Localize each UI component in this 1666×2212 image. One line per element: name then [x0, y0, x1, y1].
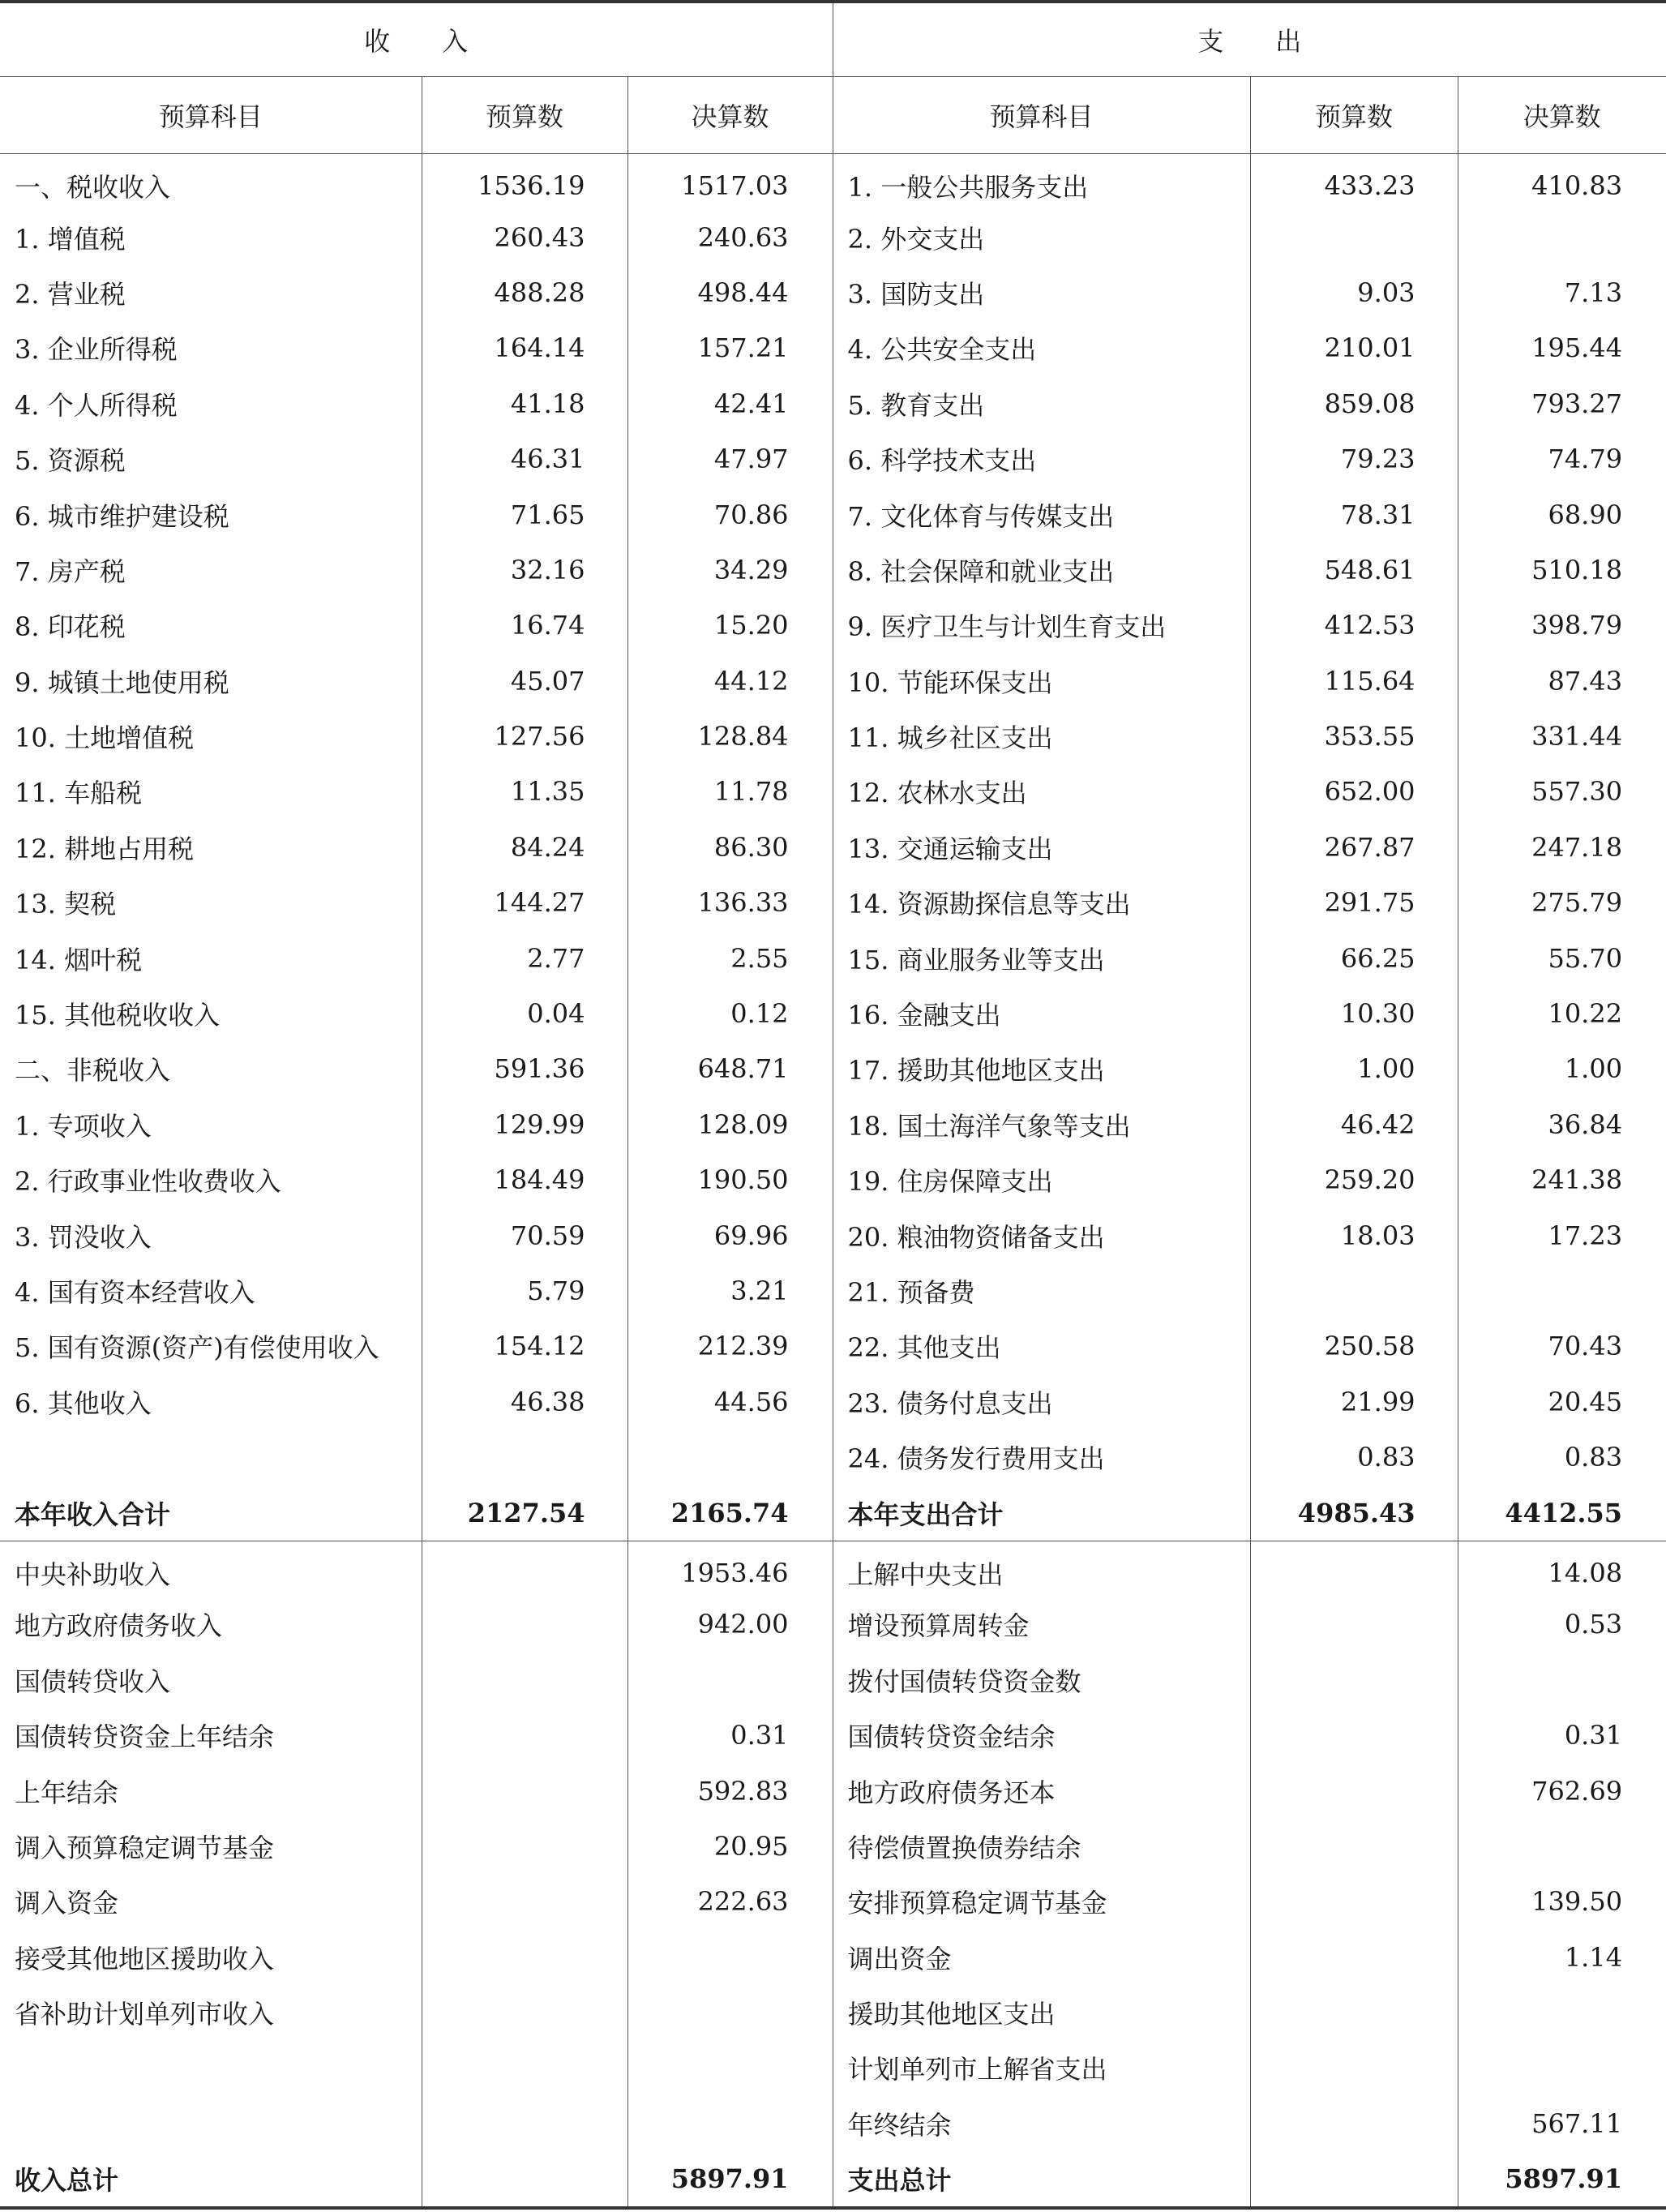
income-item-final: 1953.46: [627, 1541, 833, 1597]
income-item-label: [0, 2096, 422, 2151]
income-item-final: 20.95: [627, 1819, 833, 1874]
expense-item-label: 国债转贷资金结余: [833, 1708, 1250, 1763]
subtotal-row: [0, 1485, 1666, 1541]
expense-item-label: 安排预算稳定调节基金: [833, 1874, 1250, 1929]
expense-item-label: 24. 债务发行费用支出: [833, 1430, 1250, 1485]
income-item-budget: 46.31: [422, 431, 627, 487]
table-row: [0, 764, 1666, 819]
income-item-budget: 164.14: [422, 320, 627, 375]
expense-item-budget: 9.03: [1250, 265, 1458, 320]
expense-item-label: 17. 援助其他地区支出: [833, 1041, 1250, 1096]
income-total-label: 收入总计: [0, 2151, 422, 2208]
income-item-label: 地方政府债务收入: [0, 1597, 422, 1652]
expense-item-budget: [1250, 2096, 1458, 2151]
expense-item-final: 14.08: [1548, 1557, 1623, 1588]
expense-item-budget: 1.00: [1250, 1041, 1458, 1096]
table-body-main: [0, 154, 1666, 1485]
expense-item-final: 10.22: [1548, 998, 1623, 1030]
table-row: [0, 986, 1666, 1041]
expense-item-budget: 210.01: [1250, 320, 1458, 375]
expense-item-label: 计划单列市上解省支出: [833, 2040, 1250, 2095]
income-item-label: 6. 其他收入: [0, 1374, 422, 1430]
income-item-budget: [422, 1708, 627, 1763]
income-item-budget: [422, 1653, 627, 1708]
income-item-final: 2.55: [627, 930, 833, 985]
expense-item-budget: [1250, 1819, 1458, 1874]
expense-item-label: 地方政府债务还本: [833, 1763, 1250, 1818]
expense-item-final: 331.44: [1531, 721, 1623, 752]
expense-item-label: 10. 节能环保支出: [833, 654, 1250, 709]
income-subtotal-label: 本年收入合计: [0, 1485, 422, 1541]
income-item-final: 44.56: [627, 1374, 833, 1430]
table-body-transfers: [0, 1541, 1666, 2151]
expense-item-label: 2. 外交支出: [833, 209, 1250, 264]
expense-item-final: 55.70: [1548, 942, 1623, 974]
income-item-label: 11. 车船税: [0, 764, 422, 819]
expense-item-final: 247.18: [1531, 831, 1623, 863]
expense-item-label: 拨付国债转贷资金数: [833, 1653, 1250, 1708]
expense-item-budget: 21.99: [1250, 1374, 1458, 1430]
expense-item-budget: [1250, 1763, 1458, 1818]
expense-item-budget: 433.23: [1250, 154, 1458, 210]
expense-item-budget: [1250, 1708, 1458, 1763]
expense-item-final: 398.79: [1531, 610, 1623, 641]
income-item-label: 4. 个人所得税: [0, 376, 422, 431]
income-item-label: 5. 国有资源(资产)有偿使用收入: [0, 1318, 422, 1374]
income-item-label: 中央补助收入: [0, 1541, 422, 1597]
table-row: [0, 1152, 1666, 1207]
expense-item-final: 510.18: [1531, 554, 1623, 585]
expense-item-budget: [1250, 1653, 1458, 1708]
income-item-final: [627, 1653, 833, 1708]
expense-subtotal-final: 4412.55: [1458, 1485, 1666, 1541]
expense-item-budget: [1250, 1985, 1458, 2040]
income-item-final: 34.29: [627, 542, 833, 598]
expense-item-final: 195.44: [1531, 332, 1623, 364]
expense-item-budget: 78.31: [1250, 487, 1458, 542]
expense-item-budget: 18.03: [1250, 1207, 1458, 1262]
income-section-title: 收 入: [0, 2, 833, 77]
table-row: [0, 1763, 1666, 1818]
income-item-final: [627, 1985, 833, 2040]
income-item-budget: [422, 1541, 627, 1597]
income-item-budget: [422, 1874, 627, 1929]
income-budget-header: 预算数: [422, 77, 627, 154]
income-item-final: 86.30: [627, 820, 833, 875]
income-item-final: 240.63: [627, 209, 833, 264]
table-subtotal: [0, 1485, 1666, 1541]
income-item-final: 157.21: [627, 320, 833, 375]
expense-item-final: 1.14: [1564, 1941, 1623, 1973]
expense-item-budget: 115.64: [1250, 654, 1458, 709]
table-row: [0, 1985, 1666, 2040]
income-item-budget: 84.24: [422, 820, 627, 875]
table-row: [0, 2096, 1666, 2151]
expense-item-final: 17.23: [1548, 1220, 1623, 1251]
table-row: [0, 1541, 1666, 1597]
income-final-header: 决算数: [627, 77, 833, 154]
income-item-final: 47.97: [627, 431, 833, 487]
income-item-label: 13. 契税: [0, 875, 422, 930]
income-item-final: 592.83: [627, 1763, 833, 1818]
expense-item-final: 0.83: [1564, 1442, 1623, 1473]
income-item-label: 上年结余: [0, 1763, 422, 1818]
income-item-final: 942.00: [627, 1597, 833, 1652]
table-header: [0, 2, 1666, 154]
income-item-final: [627, 1930, 833, 1985]
table-row: [0, 1708, 1666, 1763]
income-item-label: 2. 行政事业性收费收入: [0, 1152, 422, 1207]
income-item-label: 1. 增值税: [0, 209, 422, 264]
income-item-budget: 144.27: [422, 875, 627, 930]
expense-item-label: 调出资金: [833, 1930, 1250, 1985]
expense-item-budget: 859.08: [1250, 376, 1458, 431]
table-row: [0, 598, 1666, 653]
table-total: [0, 2151, 1666, 2208]
income-item-final: [627, 2040, 833, 2095]
income-item-budget: 16.74: [422, 598, 627, 653]
table-row: [0, 431, 1666, 487]
income-item-label: 调入预算稳定调节基金: [0, 1819, 422, 1874]
expense-subject-header: 预算科目: [833, 77, 1250, 154]
income-item-final: 1517.03: [627, 154, 833, 210]
income-item-final: [627, 2096, 833, 2151]
table-row: [0, 1207, 1666, 1262]
expense-item-label: 4. 公共安全支出: [833, 320, 1250, 375]
expense-item-budget: 652.00: [1250, 764, 1458, 819]
expense-item-final: 36.84: [1548, 1108, 1623, 1140]
income-item-budget: [422, 1930, 627, 1985]
expense-item-final: 20.45: [1548, 1386, 1623, 1417]
expense-item-budget: 353.55: [1250, 709, 1458, 764]
expense-item-final: 241.38: [1531, 1164, 1623, 1196]
income-item-final: 212.39: [627, 1318, 833, 1374]
expense-subtotal-label: 本年支出合计: [833, 1485, 1250, 1541]
income-item-budget: 45.07: [422, 654, 627, 709]
table-row: [0, 2040, 1666, 2095]
income-item-budget: 2.77: [422, 930, 627, 985]
income-item-budget: 591.36: [422, 1041, 627, 1096]
expense-item-final: 567.11: [1531, 2107, 1623, 2139]
expense-item-label: 援助其他地区支出: [833, 1985, 1250, 2040]
income-item-final: 136.33: [627, 875, 833, 930]
income-item-budget: 1536.19: [422, 154, 627, 210]
income-item-label: 4. 国有资本经营收入: [0, 1263, 422, 1318]
table-row: [0, 875, 1666, 930]
expense-item-final: 87.43: [1548, 665, 1623, 697]
table-row: [0, 487, 1666, 542]
expense-item-label: 8. 社会保障和就业支出: [833, 542, 1250, 598]
income-item-budget: 70.59: [422, 1207, 627, 1262]
expense-item-label: 增设预算周转金: [833, 1597, 1250, 1652]
expense-item-label: 6. 科学技术支出: [833, 431, 1250, 487]
income-item-label: [0, 2040, 422, 2095]
income-item-label: 二、非税收入: [0, 1041, 422, 1096]
expense-item-final: 0.31: [1564, 1720, 1623, 1751]
expense-item-label: 16. 金融支出: [833, 986, 1250, 1041]
table-row: [0, 209, 1666, 264]
income-item-label: 9. 城镇土地使用税: [0, 654, 422, 709]
income-item-budget: 32.16: [422, 542, 627, 598]
expense-item-final: 275.79: [1531, 887, 1623, 919]
expense-item-label: 11. 城乡社区支出: [833, 709, 1250, 764]
income-item-final: 498.44: [627, 265, 833, 320]
expense-item-final: 139.50: [1531, 1886, 1623, 1918]
expense-total-budget: [1250, 2151, 1458, 2208]
table-row: [0, 1430, 1666, 1485]
income-item-final: 0.12: [627, 986, 833, 1041]
expense-item-label: 1. 一般公共服务支出: [833, 154, 1250, 210]
expense-item-label: 5. 教育支出: [833, 376, 1250, 431]
expense-item-final: [1458, 1819, 1666, 1874]
expense-item-final: [1458, 1263, 1666, 1318]
table-row: [0, 930, 1666, 985]
expense-item-final: 68.90: [1548, 499, 1623, 530]
income-item-budget: 154.12: [422, 1318, 627, 1374]
income-total-budget: [422, 2151, 627, 2208]
expense-item-label: 14. 资源勘探信息等支出: [833, 875, 1250, 930]
income-item-budget: 184.49: [422, 1152, 627, 1207]
income-item-final: [627, 1430, 833, 1485]
table-row: [0, 154, 1666, 210]
income-item-label: 7. 房产税: [0, 542, 422, 598]
table-row: [0, 1263, 1666, 1318]
table-row: [0, 376, 1666, 431]
income-item-label: 国债转贷资金上年结余: [0, 1708, 422, 1763]
income-item-final: 648.71: [627, 1041, 833, 1096]
expense-item-final: 1.00: [1564, 1053, 1623, 1085]
expense-item-budget: 548.61: [1250, 542, 1458, 598]
income-item-budget: [422, 2096, 627, 2151]
expense-item-budget: [1250, 1597, 1458, 1652]
income-item-label: 3. 罚没收入: [0, 1207, 422, 1262]
income-subtotal-final: 2165.74: [627, 1485, 833, 1541]
income-item-final: 11.78: [627, 764, 833, 819]
expense-budget-header: 预算数: [1250, 77, 1458, 154]
income-item-budget: 11.35: [422, 764, 627, 819]
income-item-label: [0, 1430, 422, 1485]
income-item-label: 接受其他地区援助收入: [0, 1930, 422, 1985]
expense-total-final: 5897.91: [1458, 2151, 1666, 2208]
table-row: [0, 654, 1666, 709]
income-item-final: 42.41: [627, 376, 833, 431]
income-item-label: 国债转贷收入: [0, 1653, 422, 1708]
income-item-label: 一、税收收入: [0, 154, 422, 210]
income-item-budget: 260.43: [422, 209, 627, 264]
expense-section-title: 支 出: [833, 2, 1666, 77]
expense-subtotal-budget: 4985.43: [1250, 1485, 1458, 1541]
table-row: [0, 265, 1666, 320]
expense-item-budget: [1250, 1874, 1458, 1929]
table-row: [0, 1597, 1666, 1652]
expense-item-final: 762.69: [1531, 1775, 1623, 1807]
expense-item-final: [1458, 1653, 1666, 1708]
income-item-budget: 127.56: [422, 709, 627, 764]
expense-item-label: 20. 粮油物资储备支出: [833, 1207, 1250, 1262]
income-item-label: 省补助计划单列市收入: [0, 1985, 422, 2040]
income-item-label: 14. 烟叶税: [0, 930, 422, 985]
expense-item-label: 23. 债务付息支出: [833, 1374, 1250, 1430]
expense-item-final: 70.43: [1548, 1331, 1623, 1362]
income-item-label: 5. 资源税: [0, 431, 422, 487]
expense-item-label: 9. 医疗卫生与计划生育支出: [833, 598, 1250, 653]
expense-item-label: 待偿债置换债券结余: [833, 1819, 1250, 1874]
table-row: [0, 1874, 1666, 1929]
income-item-final: 44.12: [627, 654, 833, 709]
income-item-budget: [422, 1430, 627, 1485]
expense-item-label: 13. 交通运输支出: [833, 820, 1250, 875]
expense-item-budget: [1250, 1263, 1458, 1318]
income-item-budget: 0.04: [422, 986, 627, 1041]
expense-item-final: 557.30: [1531, 776, 1623, 808]
expense-total-label: 支出总计: [833, 2151, 1250, 2208]
grand-total-row: [0, 2151, 1666, 2208]
expense-item-budget: 259.20: [1250, 1152, 1458, 1207]
table-row: [0, 1930, 1666, 1985]
income-item-label: 调入资金: [0, 1874, 422, 1929]
expense-item-label: 15. 商业服务业等支出: [833, 930, 1250, 985]
expense-item-label: 18. 国土海洋气象等支出: [833, 1097, 1250, 1152]
income-item-final: 128.09: [627, 1097, 833, 1152]
income-item-budget: [422, 1763, 627, 1818]
income-item-final: 0.31: [627, 1708, 833, 1763]
income-item-label: 8. 印花税: [0, 598, 422, 653]
expense-item-budget: 267.87: [1250, 820, 1458, 875]
table-row: [0, 320, 1666, 375]
expense-final-header: 决算数: [1458, 77, 1666, 154]
expense-item-final: 410.83: [1531, 170, 1623, 202]
table-row: [0, 542, 1666, 598]
income-item-budget: 129.99: [422, 1097, 627, 1152]
expense-item-label: 年终结余: [833, 2096, 1250, 2151]
income-item-final: 3.21: [627, 1263, 833, 1318]
expense-item-label: 上解中央支出: [833, 1541, 1250, 1597]
income-item-final: 69.96: [627, 1207, 833, 1262]
expense-item-final: [1458, 2040, 1666, 2095]
table-row: [0, 1653, 1666, 1708]
expense-item-budget: 412.53: [1250, 598, 1458, 653]
income-item-final: 15.20: [627, 598, 833, 653]
income-item-label: 10. 土地增值税: [0, 709, 422, 764]
expense-item-final: 793.27: [1531, 388, 1623, 419]
table-row: [0, 1041, 1666, 1096]
income-item-budget: 46.38: [422, 1374, 627, 1430]
expense-item-budget: [1250, 1541, 1458, 1597]
expense-item-budget: 10.30: [1250, 986, 1458, 1041]
expense-item-final: 74.79: [1548, 444, 1623, 475]
income-item-budget: [422, 1819, 627, 1874]
income-item-budget: 5.79: [422, 1263, 627, 1318]
expense-item-label: 7. 文化体育与传媒支出: [833, 487, 1250, 542]
income-item-label: 6. 城市维护建设税: [0, 487, 422, 542]
expense-item-budget: 79.23: [1250, 431, 1458, 487]
income-item-label: 15. 其他税收收入: [0, 986, 422, 1041]
expense-item-budget: 46.42: [1250, 1097, 1458, 1152]
table-row: [0, 820, 1666, 875]
expense-item-label: 3. 国防支出: [833, 265, 1250, 320]
income-item-budget: 41.18: [422, 376, 627, 431]
expense-item-budget: 291.75: [1250, 875, 1458, 930]
table-row: [0, 1097, 1666, 1152]
expense-item-final: [1458, 209, 1666, 264]
expense-item-final: [1458, 1985, 1666, 2040]
income-subtotal-budget: 2127.54: [422, 1485, 627, 1541]
expense-item-budget: 0.83: [1250, 1430, 1458, 1485]
income-item-final: 128.84: [627, 709, 833, 764]
expense-item-budget: [1250, 2040, 1458, 2095]
table-row: [0, 1819, 1666, 1874]
income-item-budget: [422, 1985, 627, 2040]
income-item-budget: [422, 1597, 627, 1652]
income-item-budget: 488.28: [422, 265, 627, 320]
income-item-budget: 71.65: [422, 487, 627, 542]
table-row: [0, 1374, 1666, 1430]
income-item-label: 2. 营业税: [0, 265, 422, 320]
expense-item-budget: [1250, 209, 1458, 264]
expense-item-budget: 66.25: [1250, 930, 1458, 985]
income-item-label: 12. 耕地占用税: [0, 820, 422, 875]
table-row: [0, 709, 1666, 764]
expense-item-budget: [1250, 1930, 1458, 1985]
income-subject-header: 预算科目: [0, 77, 422, 154]
income-item-budget: [422, 2040, 627, 2095]
expense-item-final: 7.13: [1564, 276, 1623, 308]
expense-item-final: 0.53: [1564, 1609, 1623, 1640]
expense-item-label: 19. 住房保障支出: [833, 1152, 1250, 1207]
expense-item-label: 12. 农林水支出: [833, 764, 1250, 819]
income-total-final: 5897.91: [627, 2151, 833, 2208]
table-row: [0, 1318, 1666, 1374]
expense-item-budget: 250.58: [1250, 1318, 1458, 1374]
expense-item-label: 21. 预备费: [833, 1263, 1250, 1318]
income-item-label: 3. 企业所得税: [0, 320, 422, 375]
expense-item-label: 22. 其他支出: [833, 1318, 1250, 1374]
income-item-label: 1. 专项收入: [0, 1097, 422, 1152]
income-item-final: 190.50: [627, 1152, 833, 1207]
income-item-final: 70.86: [627, 487, 833, 542]
income-item-final: 222.63: [627, 1874, 833, 1929]
